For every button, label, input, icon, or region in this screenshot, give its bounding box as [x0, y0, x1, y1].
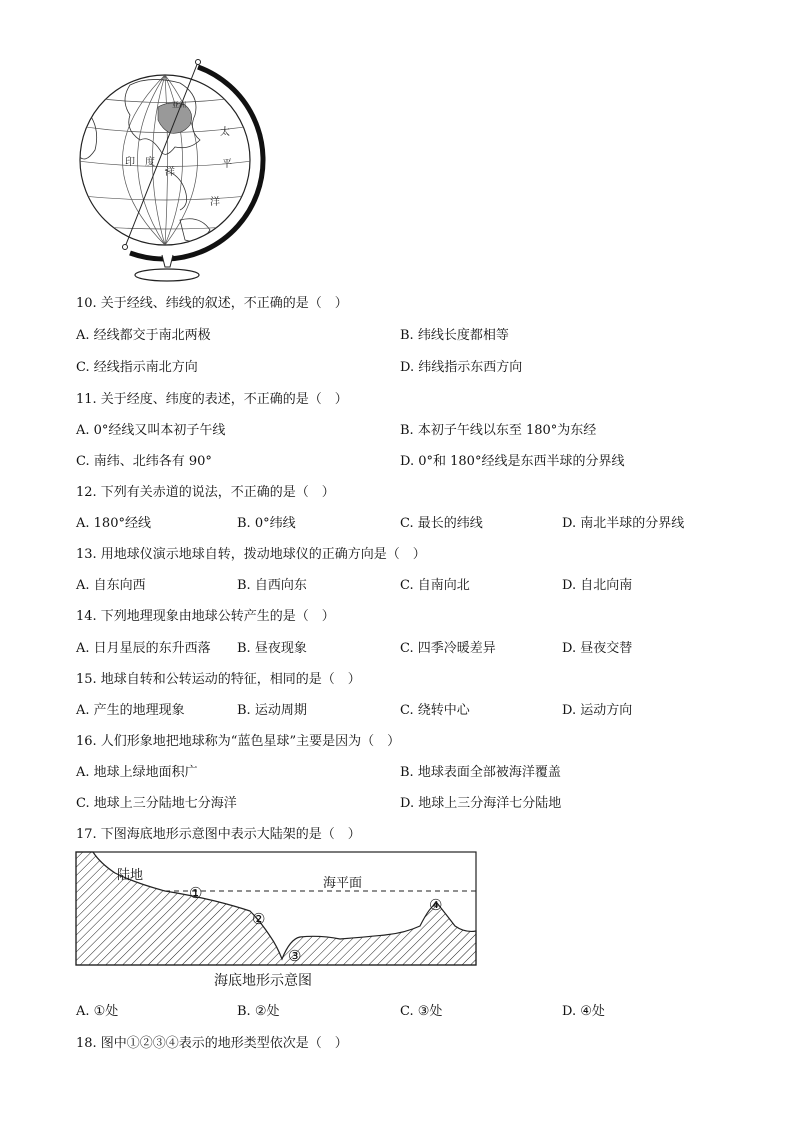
q10-option-b: B. 纬线长度都相等: [400, 328, 509, 343]
q14-option-d: D. 昼夜交替: [562, 641, 633, 656]
q13-option-a: A. 自东向西: [76, 578, 146, 593]
q12-option-b: B. 0°纬线: [237, 516, 296, 531]
q15-option-c: C. 绕转中心: [400, 703, 470, 718]
q15-option-d: D. 运动方向: [562, 703, 633, 718]
q12-option-d: D. 南北半球的分界线: [562, 516, 685, 531]
q15-option-a: A. 产生的地理现象: [76, 703, 185, 718]
q14-option-c: C. 四季冷暖差异: [400, 641, 496, 656]
q14-option-a: A. 日月星辰的东升西落: [76, 641, 211, 656]
question-15-stem: 15. 地球自转和公转运动的特征，相同的是（ ）: [76, 672, 361, 687]
q12-option-c: C. 最长的纬线: [400, 516, 483, 531]
question-14-stem: 14. 下列地理现象由地球公转产生的是（ ）: [76, 609, 335, 624]
q16-option-b: B. 地球表面全部被海洋覆盖: [400, 765, 561, 780]
q10-option-c: C. 经线指示南北方向: [76, 360, 198, 375]
question-16-stem: 16. 人们形象地把地球称为“蓝色星球”主要是因为（ ）: [76, 734, 401, 749]
globe-label-ping: 平: [222, 159, 232, 170]
q17-option-b: B. ②处: [237, 1004, 280, 1019]
q16-option-d: D. 地球上三分海洋七分陆地: [400, 796, 562, 811]
question-13-stem: 13. 用地球仪演示地球自转，拨动地球仪的正确方向是（ ）: [76, 547, 426, 562]
sea-level-label: 海平面: [323, 876, 363, 891]
mark-1: ①: [189, 884, 203, 902]
question-17-stem: 17. 下图海底地形示意图中表示大陆架的是（ ）: [76, 827, 361, 842]
mark-4: ④: [429, 896, 443, 914]
q11-option-c: C. 南纬、北纬各有 90°: [76, 454, 212, 469]
q15-option-b: B. 运动周期: [237, 703, 307, 718]
land-label: 陆地: [117, 868, 144, 883]
q17-option-a: A. ①处: [76, 1004, 119, 1019]
q17-option-d: D. ④处: [562, 1004, 605, 1019]
q13-option-c: C. 自南向北: [400, 578, 470, 593]
globe-label-yin: 印: [125, 157, 135, 168]
globe-label-yang2: 洋: [165, 167, 175, 178]
seabed-caption: 海底地形示意图: [214, 973, 312, 989]
globe-label-du: 度: [145, 157, 155, 168]
q10-option-a: A. 经线都交于南北两极: [76, 328, 211, 343]
q11-option-a: A. 0°经线又叫本初子午线: [76, 423, 226, 438]
globe-label-yang: 洋: [210, 197, 220, 208]
q11-option-d: D. 0°和 180°经线是东西半球的分界线: [400, 454, 625, 469]
question-11-stem: 11. 关于经度、纬度的表述，不正确的是（ ）: [76, 392, 348, 407]
question-10-stem: 10. 关于经线、纬线的叙述，不正确的是（ ）: [76, 296, 348, 311]
q11-option-b: B. 本初子午线以东至 180°为东经: [400, 423, 597, 438]
question-18-stem: 18. 图中①②③④表示的地形类型依次是（ ）: [76, 1036, 348, 1051]
q12-option-a: A. 180°经线: [76, 516, 151, 531]
mark-3: ③: [288, 947, 302, 965]
globe-illustration: [70, 55, 270, 285]
q16-option-a: A. 地球上绿地面积广: [76, 765, 198, 780]
q14-option-b: B. 昼夜现象: [237, 641, 307, 656]
q10-option-d: D. 纬线指示东西方向: [400, 360, 523, 375]
q17-option-c: C. ③处: [400, 1004, 443, 1019]
globe-label-asia: 亚洲: [172, 101, 186, 109]
q16-option-c: C. 地球上三分陆地七分海洋: [76, 796, 237, 811]
globe-label-tai: 太: [220, 127, 230, 138]
seabed-diagram: [75, 851, 477, 966]
q13-option-b: B. 自西向东: [237, 578, 307, 593]
mark-2: ②: [252, 910, 266, 928]
q13-option-d: D. 自北向南: [562, 578, 633, 593]
question-12-stem: 12. 下列有关赤道的说法，不正确的是（ ）: [76, 485, 335, 500]
